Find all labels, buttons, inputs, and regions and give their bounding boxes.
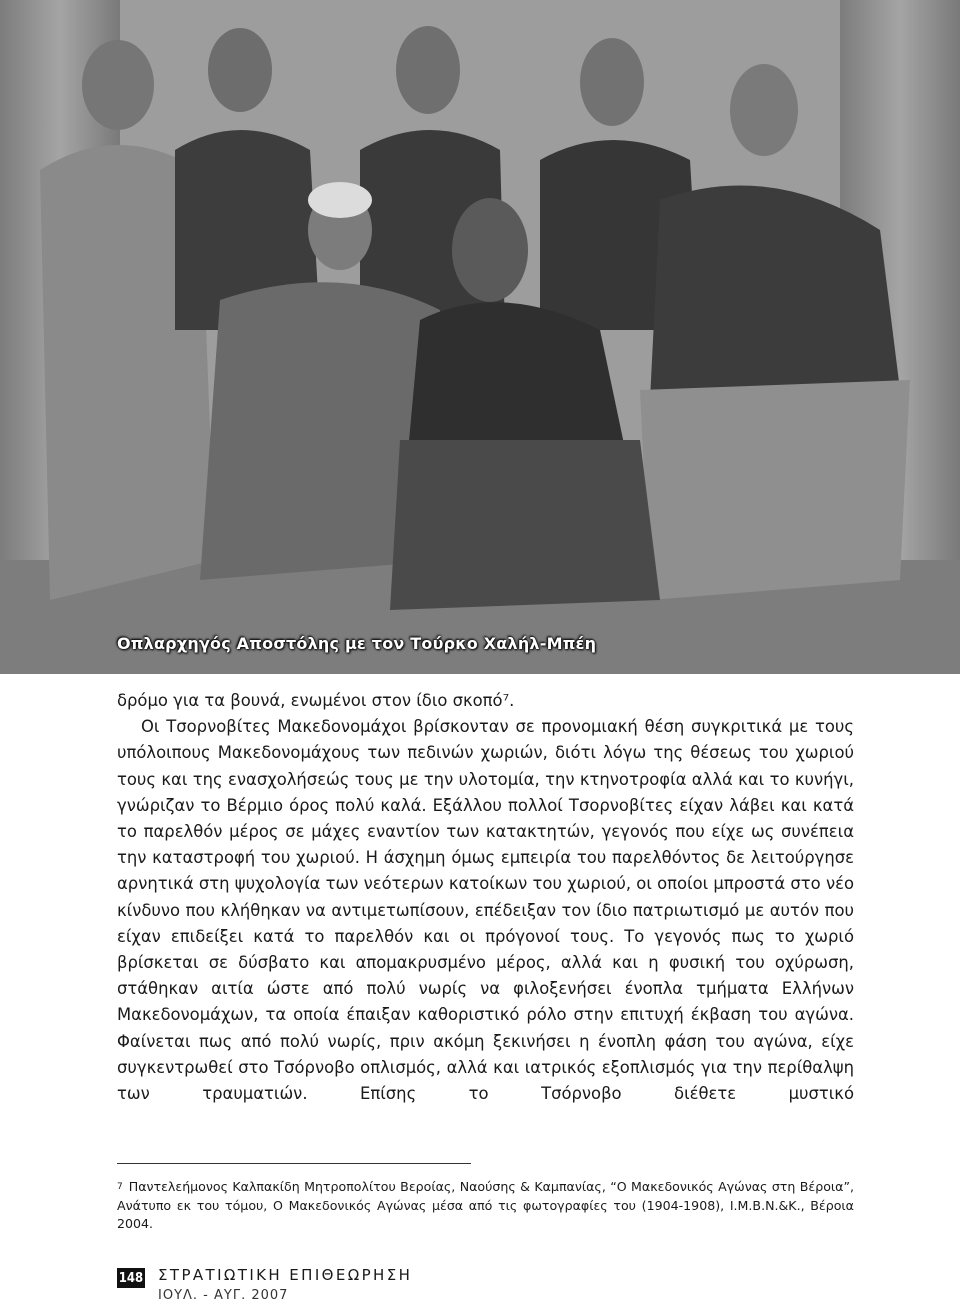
issue-date: ΙΟΥΛ. - ΑΥΓ. 2007 (158, 1288, 289, 1303)
footnote-text: Παντελεήμονος Καλπακίδη Μητροπολίτου Βεροίας, Ναούσης & Καμπανίας, “Ο Μακεδονικός Αγώνας στη Βέροια”, Ανάτυπο εκ του τόμου, Ο Μακεδονικός Αγώνας μέσα από τις φωτογραφίες του (1904-1908), Ι.Μ.Β.Ν.&Κ., Βέροια 2004. (117, 1179, 854, 1231)
photo-caption: Οπλαρχηγός Αποστόλης με τον Τούρκο Χαλήλ-Μπέη (117, 634, 597, 653)
footnote (117, 1178, 854, 1234)
journal-title: ΣΤΡΑΤΙΩΤΙΚΗ ΕΠΙΘΕΩΡΗΣΗ (158, 1266, 413, 1284)
page-number: 148 (117, 1268, 145, 1288)
paragraph: Οι Τσορνοβίτες Μακεδονομάχοι βρίσκονταν σε προνομιακή θέση συγκριτικά με τους υπόλοιπους Μακεδονομάχους των πεδινών χωριών, διότι λόγω της θέσεως του χωριού τους και της ενασχολήσεώς τους με την υλοτομία, την κτηνοτροφία αλλά και το κυνήγι, γνώριζαν το Βέρμιο όρος πολύ καλά. Εξάλλου πολλοί Τσορνοβίτες είχαν λάβει και κατά το παρελθόν μέρος σε μάχες εναντίον των κατακτητών, γεγονός που είχε ως συνέπεια την καταστροφή του χωριού. Η άσχημη όμως εμπειρία του παρελθόντος δε λειτούργησε αρνητικά στη ψυχολογία των νεότερων κατοίκων του χωριού, οι οποίοι μπροστά στο νέο κίνδυνο που κλήθηκαν να αντιμετωπίσουν, επέδειξαν τον ίδιο πατριωτισμό με αυτόν που είχαν επιδείξει κατά το παρελθόν και οι πρόγονοί τους. Το γεγονός πως το χωριό βρίσκεται σε δύσβατο και απομακρυσμένο μέρος, αλλά και η φυσική του οχύρωση, στάθηκαν αιτία ώστε από πολύ νωρίς να φιλοξενήσει ένοπλα τμήματα Ελλήνων Μακεδονομάχων, τα οποία έπαιξαν καθοριστικό ρόλο στην επιτυχή έκβαση του αγώνα. Φαίνεται πως από πολύ νωρίς, πριν ακόμη ξεκινήσει η ένοπλη φάση του αγώνα, είχε συγκεντρωθεί στο Τσόρνοβο οπλισμός, αλλά και ιατρικός εξοπλισμός για την περίθαλψη των τραυματιών. Επίσης το Τσόρνοβο διέθετε μυστικό (117, 717, 854, 1104)
footnote-number: 7 (117, 1182, 123, 1192)
article-body (117, 688, 854, 1107)
footnote-divider (117, 1163, 471, 1164)
paragraph: δρόμο για τα βουνά, ενωμένοι στον ίδιο σκοπό⁷. (117, 691, 515, 710)
